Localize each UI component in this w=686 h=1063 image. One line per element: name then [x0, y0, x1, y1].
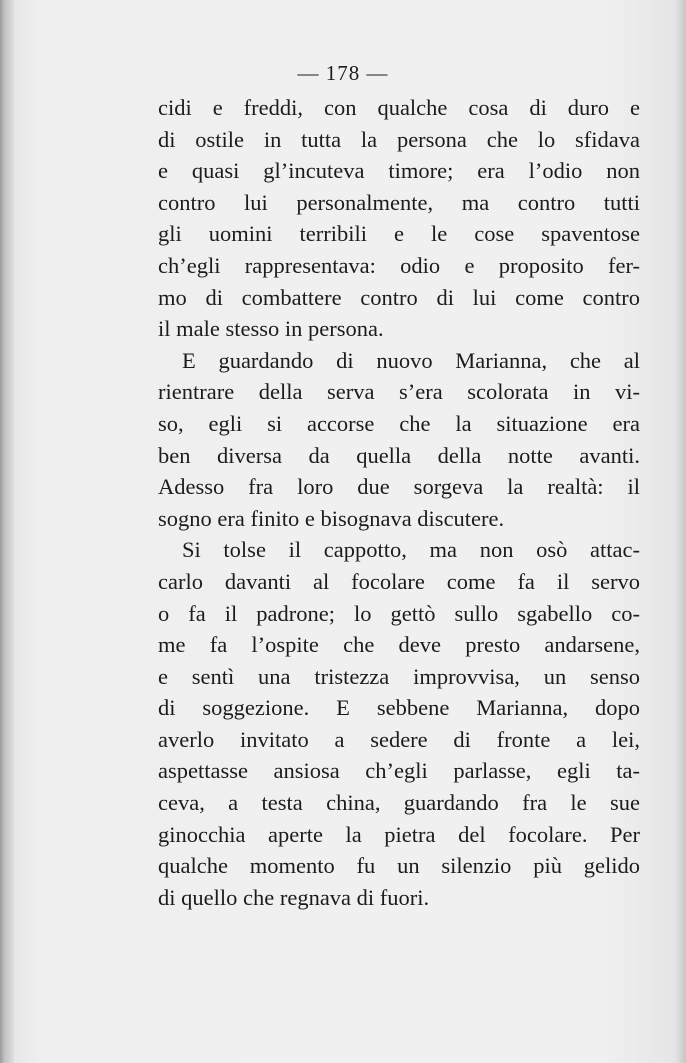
- text-line: me fa l’ospite che deve presto andarsene,: [158, 632, 640, 658]
- paragraph-first-line: Si tolse il cappotto, ma non osò attac-: [182, 537, 640, 563]
- text-line: ceva, a testa china, guardando fra le sue: [158, 790, 640, 816]
- text-line: so, egli si accorse che la situazione era: [158, 410, 640, 436]
- page-number: — 178 —: [297, 61, 389, 85]
- text-line: di ostile in tutta la persona che lo sfidava: [158, 126, 640, 152]
- text-line: ben diversa da quella della notte avanti.: [158, 442, 640, 468]
- text-line: ch’egli rappresentava: odio e proposito fer-: [158, 252, 640, 278]
- body-text: [158, 92, 640, 913]
- text-line: e quasi gl’incuteva timore; era l’odio non: [158, 158, 640, 184]
- text-line: gli uomini terribili e le cose spaventose: [158, 221, 640, 247]
- text-line: mo di combattere contro di lui come contro: [158, 284, 640, 310]
- text-line: Adesso fra loro due sorgeva la realtà: il: [158, 474, 640, 500]
- text-line: qualche momento fu un silenzio più gelido: [158, 853, 640, 879]
- paragraph-last-line: sogno era finito e bisognava discutere.: [158, 505, 505, 531]
- text-line: aspettasse ansiosa ch’egli parlasse, egli ta-: [158, 758, 640, 784]
- paragraph-last-line: di quello che regnava di fuori.: [158, 884, 430, 910]
- text-line: contro lui personalmente, ma contro tutti: [158, 189, 640, 215]
- text-line: carlo davanti al focolare come fa il servo: [158, 568, 640, 594]
- text-line: e sentì una tristezza improvvisa, un senso: [158, 663, 640, 689]
- paragraph-first-line: E guardando di nuovo Marianna, che al: [182, 347, 640, 373]
- text-line: rientrare della serva s’era scolorata in vi-: [158, 379, 640, 405]
- paragraph-last-line: il male stesso in persona.: [158, 316, 384, 342]
- page-edge-shadow: [676, 0, 686, 1063]
- text-line: di soggezione. E sebbene Marianna, dopo: [158, 695, 640, 721]
- text-line: ginocchia aperte la pietra del focolare. Per: [158, 821, 640, 847]
- text-line: averlo invitato a sedere di fronte a lei,: [158, 726, 640, 752]
- binding-shadow: [0, 0, 14, 1063]
- text-line: cidi e freddi, con qualche cosa di duro e: [158, 95, 640, 120]
- text-line: o fa il padrone; lo gettò sullo sgabello co-: [158, 600, 640, 626]
